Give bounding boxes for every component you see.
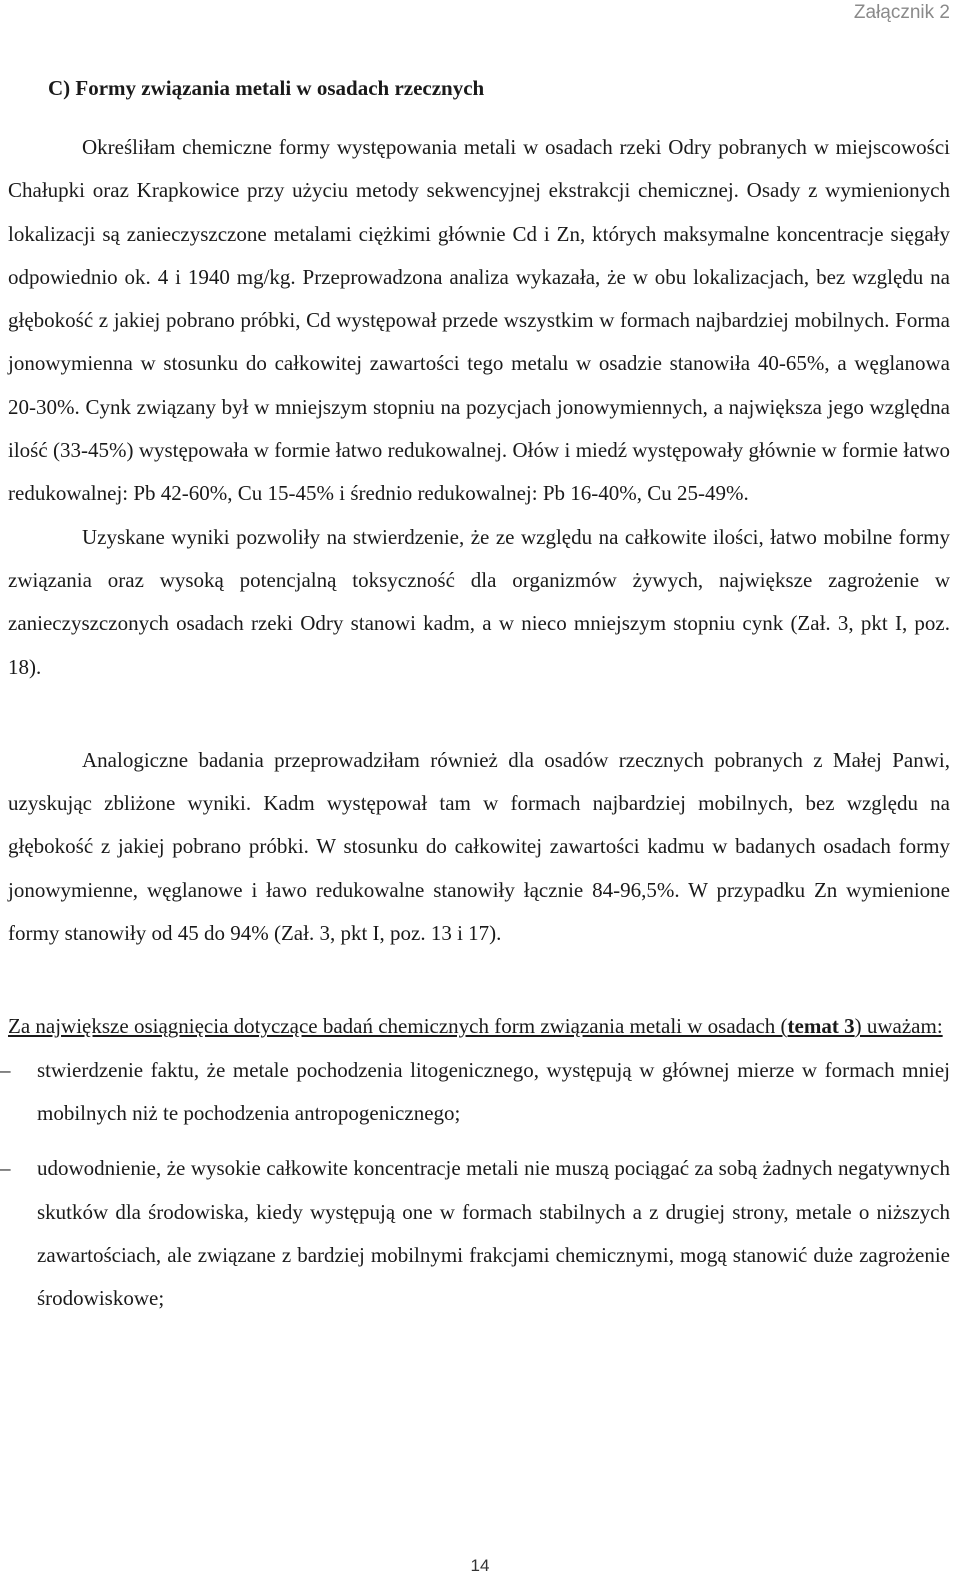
achievement-item [0, 1049, 950, 1136]
paragraph-mala-panew: Analogiczne badania przeprowadziłam również dla osadów rzecznych pobranych z Małej Panwi, uzyskując zbliżone wyniki. Kadm występował tam w formach najbardziej mobilnych, bez względu na głębokość z jakiej pobrano próbki. W stosunku do całkowitej zawartości kadmu w badanych osadach formy jonowymienne, węglanowe i ławo redukowalne stanowiły łącznie 84-96,5%. W przypadku Zn wymienione formy stanowiły od 45 do 94% (Zał. 3, pkt I, poz. 13 i 17). [8, 747, 950, 946]
achievements-intro [8, 1005, 950, 1048]
document-body [0, 68, 950, 1332]
paragraph-conclusions: Uzyskane wyniki pozwoliły na stwierdzenie, że ze względu na całkowite ilości, łatwo mobilne formy związania oraz wysoką potencjalną toksyczność dla organizmów żywych, największe zagrożenie w zanieczyszczonych osadach rzeki Odry stanowi kadm, a w nieco mniejszym stopniu cynk (Zał. 3, pkt I, poz. 18). [8, 524, 950, 679]
page-number: 14 [470, 1556, 490, 1575]
achievements-intro-text: Za największe osiągnięcia dotyczące badań chemicznych form związania metali w osadach ( [8, 1014, 788, 1039]
paragraph-spacer [8, 689, 950, 739]
achievement-text: stwierdzenie faktu, że metale pochodzenia litogenicznego, występują w głównej mierze w formach mniej mobilnych niż te pochodzenia antropogenicznego; [37, 1057, 950, 1125]
dash-bullet: – [0, 1057, 11, 1082]
paragraph-spacer [8, 955, 950, 1005]
paragraph-methods-results: Określiłam chemiczne formy występowania metali w osadach rzeki Odry pobranych w miejscowości Chałupki oraz Krapkowice przy użyciu metody sekwencyjnej ekstrakcji chemicznej. Osady z wymienionych lokalizacji są zanieczyszczone metalami ciężkimi głównie Cd i Zn, których maksymalne koncentracje sięgały odpowiednio ok. 4 i 1940 mg/kg. Przeprowadzona analiza wykazała, że w obu lokalizacjach, bez względu na głębokość z jakiej pobrano próbki, Cd występował przede wszystkim w formach najbardziej mobilnych. Forma jonowymienna w stosunku do całkowitej zawartości tego metalu w osadzie stanowiła 40-65%, a węglanowa 20-30%. Cynk związany był w mniejszym stopniu na pozycjach jonowymiennych, a największa jego względna ilość (33-45%) występowała w formie łatwo redukowalnej. Ołów i miedź występowały głównie w formie łatwo redukowalnej: Pb 42-60%, Cu 15-45% i średnio redukowalnej: Pb 16-40%, Cu 25-49%. [8, 135, 950, 506]
achievements-intro-end: ) uważam: [854, 1014, 943, 1039]
achievements-topic: temat 3 [787, 1014, 855, 1039]
dash-bullet: – [0, 1156, 11, 1181]
section-heading: C) Formy związania metali w osadach rzecznych [48, 76, 485, 100]
attachment-label: Załącznik 2 [853, 2, 950, 23]
achievements-list [0, 1049, 950, 1321]
achievement-item [0, 1147, 950, 1320]
achievement-text: udowodnienie, że wysokie całkowite koncentracje metali nie muszą pociągać za sobą żadnych negatywnych skutków dla środowiska, kiedy występują one w formach stabilnych a z drugiej strony, metale o niższych zawartościach, ale związane z bardziej mobilnymi frakcjami chemicznymi, mogą stanowić duże zagrożenie środowiskowe; [37, 1156, 950, 1311]
